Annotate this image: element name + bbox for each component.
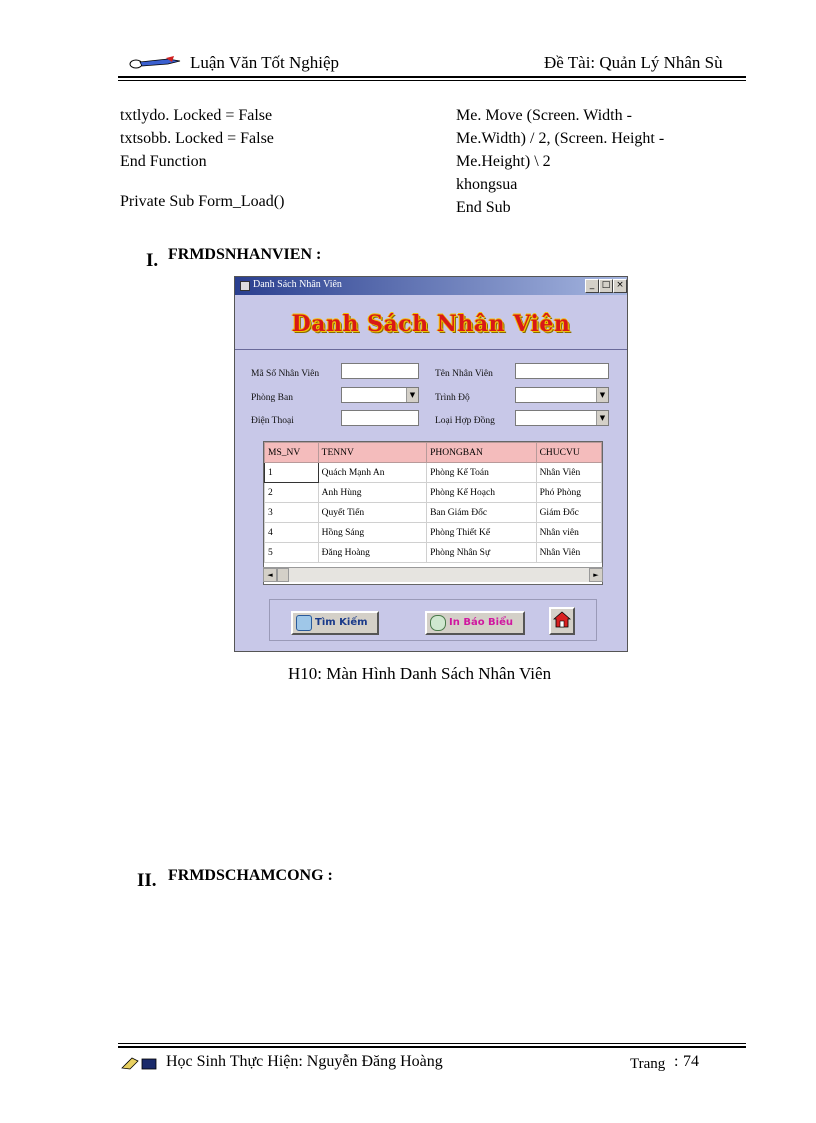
grid-cell[interactable]: Phòng Thiết Kế bbox=[427, 523, 537, 543]
grid-cell[interactable]: Nhân viên bbox=[536, 523, 601, 543]
grid-col-header[interactable]: MS_NV bbox=[265, 443, 319, 463]
search-icon bbox=[296, 615, 312, 631]
maximize-button[interactable]: □ bbox=[599, 279, 613, 293]
code-right-line-3: Me.Height) \ 2 bbox=[456, 153, 551, 170]
grid-cell[interactable]: Phòng Kế Toán bbox=[427, 463, 537, 483]
section-2-number: II. bbox=[137, 870, 157, 891]
scroll-right-icon[interactable]: ► bbox=[589, 568, 603, 582]
window-app-icon bbox=[240, 281, 250, 291]
grid-cell[interactable]: Phòng Kế Hoạch bbox=[427, 483, 537, 503]
education-dropdown-icon[interactable]: ▼ bbox=[596, 388, 608, 402]
department-select[interactable] bbox=[341, 387, 419, 403]
footer-author: Học Sinh Thực Hiện: Nguyễn Đăng Hoàng bbox=[166, 1053, 443, 1070]
label-education: Trình Độ bbox=[435, 393, 470, 403]
footer-page-label: Trang bbox=[630, 1056, 666, 1072]
grid-cell[interactable]: 1 bbox=[265, 463, 319, 483]
grid-cell[interactable]: 3 bbox=[265, 503, 319, 523]
print-report-button[interactable] bbox=[425, 611, 525, 635]
minimize-button[interactable]: _ bbox=[585, 279, 599, 293]
footer-rule-thin bbox=[118, 1043, 746, 1044]
table-row[interactable] bbox=[265, 523, 602, 543]
code-right-line-1: Me. Move (Screen. Width - bbox=[456, 107, 632, 124]
footer-pen-icon bbox=[120, 1055, 158, 1071]
code-left-line-1: txtlydo. Locked = False bbox=[120, 107, 273, 124]
footer-rule bbox=[118, 1046, 746, 1048]
table-row[interactable] bbox=[265, 463, 602, 483]
footer-page-number: 74 bbox=[683, 1053, 699, 1070]
department-dropdown-icon[interactable]: ▼ bbox=[406, 388, 418, 402]
grid-cell[interactable]: Anh Hùng bbox=[318, 483, 426, 503]
section-1-title: FRMDSNHANVIEN : bbox=[168, 246, 322, 263]
header-rule bbox=[118, 76, 746, 78]
grid-cell[interactable]: Đăng Hoàng bbox=[318, 543, 426, 563]
grid-cell[interactable]: 4 bbox=[265, 523, 319, 543]
scroll-thumb[interactable] bbox=[277, 568, 289, 582]
header-rule-thin bbox=[118, 80, 746, 81]
employee-grid[interactable] bbox=[263, 441, 603, 585]
window-banner-title: Danh Sách Nhân Viên bbox=[291, 311, 571, 337]
print-report-label: In Báo Biểu bbox=[449, 617, 513, 628]
employee-id-input[interactable] bbox=[341, 363, 419, 379]
label-employee-name: Tên Nhân Viên bbox=[435, 369, 493, 379]
grid-col-header[interactable]: CHUCVU bbox=[536, 443, 601, 463]
table-row[interactable] bbox=[265, 483, 602, 503]
grid-cell[interactable]: Quách Mạnh An bbox=[318, 463, 426, 483]
code-right-line-2: Me.Width) / 2, (Screen. Height - bbox=[456, 130, 665, 147]
code-left-line-4: Private Sub Form_Load() bbox=[120, 193, 285, 210]
label-contract-type: Loại Hợp Đồng bbox=[435, 416, 495, 426]
contract-type-select[interactable] bbox=[515, 410, 609, 426]
label-phone: Điện Thoại bbox=[251, 416, 294, 426]
search-button[interactable] bbox=[291, 611, 379, 635]
window-title: Danh Sách Nhân Viên bbox=[253, 279, 342, 290]
home-icon bbox=[553, 611, 571, 632]
grid-cell[interactable]: Ban Giám Đốc bbox=[427, 503, 537, 523]
section-1-number: I. bbox=[146, 250, 159, 271]
table-row[interactable] bbox=[265, 543, 602, 563]
grid-horizontal-scrollbar[interactable] bbox=[263, 567, 603, 582]
grid-col-header[interactable]: TENNV bbox=[318, 443, 426, 463]
code-right-line-5: End Sub bbox=[456, 199, 511, 216]
window-titlebar bbox=[235, 277, 627, 295]
header-logo-icon bbox=[128, 56, 182, 70]
grid-cell[interactable]: 5 bbox=[265, 543, 319, 563]
code-left-line-2: txtsobb. Locked = False bbox=[120, 130, 274, 147]
grid-header-row bbox=[265, 443, 602, 463]
contract-dropdown-icon[interactable]: ▼ bbox=[596, 411, 608, 425]
home-button[interactable] bbox=[549, 607, 575, 635]
header-right-title: Đề Tài: Quản Lý Nhân Sù bbox=[544, 53, 723, 72]
section-2-title: FRMDSCHAMCONG : bbox=[168, 867, 333, 884]
banner-divider bbox=[235, 349, 627, 350]
close-button[interactable]: × bbox=[613, 279, 627, 293]
footer-page-separator: : bbox=[674, 1053, 679, 1070]
label-department: Phòng Ban bbox=[251, 393, 293, 403]
code-left-line-3: End Function bbox=[120, 153, 207, 170]
grid-cell[interactable]: 2 bbox=[265, 483, 319, 503]
scroll-left-icon[interactable]: ◄ bbox=[263, 568, 277, 582]
grid-cell[interactable]: Nhân Viên bbox=[536, 543, 601, 563]
grid-cell[interactable]: Phó Phòng bbox=[536, 483, 601, 503]
table-row[interactable] bbox=[265, 503, 602, 523]
figure-caption: H10: Màn Hình Danh Sách Nhân Viên bbox=[288, 664, 552, 683]
grid-cell[interactable]: Phòng Nhân Sự bbox=[427, 543, 537, 563]
header-left-title: Luận Văn Tốt Nghiệp bbox=[190, 53, 340, 72]
phone-input[interactable] bbox=[341, 410, 419, 426]
education-select[interactable] bbox=[515, 387, 609, 403]
label-employee-id: Mã Số Nhân Viên bbox=[251, 369, 320, 379]
search-button-label: Tìm Kiếm bbox=[315, 617, 368, 628]
grid-cell[interactable]: Giám Đốc bbox=[536, 503, 601, 523]
employee-name-input[interactable] bbox=[515, 363, 609, 379]
print-icon bbox=[430, 615, 446, 631]
employee-list-window bbox=[234, 276, 628, 652]
grid-cell[interactable]: Quyết Tiến bbox=[318, 503, 426, 523]
grid-col-header[interactable]: PHONGBAN bbox=[427, 443, 537, 463]
grid-cell[interactable]: Nhân Viên bbox=[536, 463, 601, 483]
grid-cell[interactable]: Hồng Sáng bbox=[318, 523, 426, 543]
code-right-line-4: khongsua bbox=[456, 176, 518, 193]
